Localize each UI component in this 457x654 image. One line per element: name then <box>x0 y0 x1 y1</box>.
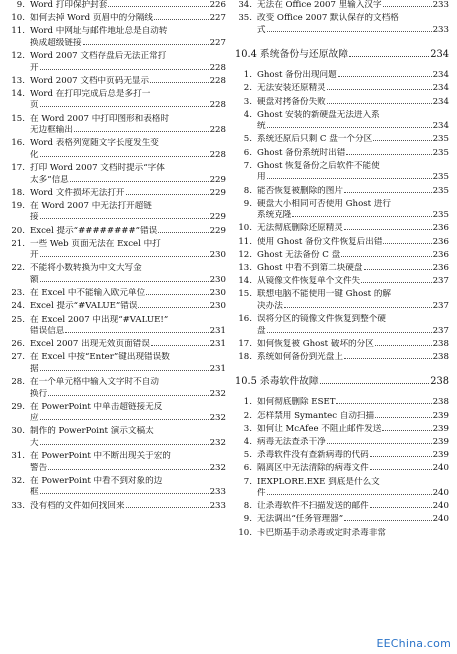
entry-title: 在 Excel 2007 中出现“#VALUE!” <box>30 314 169 325</box>
entry-number: 16. <box>238 314 252 324</box>
entry-page: 234 <box>432 121 449 132</box>
entry-title: 在 Word 2007 中无法打开超链 <box>30 200 152 211</box>
entry-page: 228 <box>209 149 226 160</box>
entry-number: 3. <box>243 423 252 434</box>
entry-title: 大 <box>30 437 39 448</box>
entry-title: 件 <box>257 488 266 498</box>
entry-page: 239 <box>432 423 449 434</box>
toc-left-column <box>8 0 226 514</box>
entry-title: Ghost 恢复备份之后软件不能使 <box>257 160 380 171</box>
entry-page: 235 <box>432 185 449 196</box>
entry-title: 换行 <box>30 388 48 399</box>
section-title: 10.5 杀毒软件故障 <box>235 376 319 388</box>
entry-title: 盘 <box>257 325 266 336</box>
toc-entry <box>235 450 449 462</box>
entry-title: 卡巴斯基手动杀毒或定时杀毒非常 <box>257 527 386 538</box>
entry-title: 一些 Web 页面无法在 Excel 中打 <box>30 238 161 249</box>
section-heading-backup-restore <box>235 48 449 61</box>
entry-page: 239 <box>432 450 449 461</box>
toc-entry <box>8 288 226 300</box>
entry-page: 236 <box>432 249 449 260</box>
entry-title: 式 <box>257 24 266 35</box>
entry-page: 240 <box>432 514 449 525</box>
toc-entry <box>235 223 449 235</box>
entry-page: 228 <box>209 125 226 136</box>
toc-entry <box>8 315 226 338</box>
entry-number: 12. <box>238 249 252 260</box>
entry-title: 改变 Office 2007 默认保存的文档格 <box>257 13 399 24</box>
toc-entry <box>8 188 226 200</box>
entry-number: 32. <box>11 475 25 486</box>
toc-entry <box>8 163 226 186</box>
entry-title: 太多”信息 <box>30 174 69 185</box>
entry-number: 25. <box>11 314 25 325</box>
entry-title: 无法调出“任务管理器” <box>257 514 344 525</box>
entry-page: 227 <box>209 37 226 48</box>
entry-page: 238 <box>432 397 449 408</box>
entry-title: 如何让 McAfee 不阻止邮件发送 <box>257 423 382 434</box>
entry-title: IEXPLORE.EXE 到底是什么文 <box>257 476 380 487</box>
entry-title: Excel 2007 出现无效页面错误 <box>30 339 150 350</box>
entry-number: 3. <box>243 96 252 107</box>
entry-number: 2. <box>243 83 252 94</box>
entry-number: 2. <box>243 410 252 421</box>
entry-number: 22. <box>11 263 25 274</box>
toc-entry <box>235 70 449 82</box>
toc-entry <box>235 250 449 262</box>
entry-page: 227 <box>209 13 226 24</box>
entry-title: Word 表格列宽随文字长度发生变 <box>30 138 159 149</box>
toc-entry <box>235 352 449 364</box>
entry-page: 231 <box>209 339 226 350</box>
entry-page: 235 <box>432 210 449 221</box>
entry-page: 232 <box>209 437 226 448</box>
toc-entry <box>8 89 226 112</box>
entry-number: 17. <box>238 338 252 349</box>
entry-title: 在 Word 2007 中打印图形和表格时 <box>30 113 170 124</box>
entry-number: 14. <box>11 88 25 99</box>
toc-entry <box>8 476 226 499</box>
entry-title: Word 在打印完成后总是多打一 <box>30 88 151 99</box>
entry-title: Word 中网址与邮件地址总是自动转 <box>30 26 168 37</box>
entry-page: 229 <box>209 174 226 185</box>
entry-number: 18. <box>238 351 252 362</box>
entry-number: 11. <box>11 26 25 37</box>
toc-entry <box>235 528 449 540</box>
entry-page: 235 <box>432 172 449 183</box>
toc-entry <box>235 411 449 423</box>
entry-title: Word 打印保护封套 <box>30 0 108 10</box>
toc-entry <box>8 0 226 12</box>
entry-page: 236 <box>432 223 449 234</box>
entry-number: 5. <box>243 450 252 461</box>
entry-number: 35. <box>238 13 252 24</box>
entry-number: 6. <box>243 463 252 474</box>
entry-number: 10. <box>238 527 252 538</box>
entry-page: 240 <box>432 488 449 498</box>
entry-number: 1. <box>243 397 252 408</box>
toc-entry <box>8 51 226 74</box>
entry-number: 19. <box>11 200 25 211</box>
entry-number: 34. <box>238 0 252 10</box>
entry-page: 235 <box>432 147 449 158</box>
entry-title: 从镜像文件恢复单个文件失 <box>257 276 361 287</box>
entry-title: 硬盘对拷备份失败 <box>257 96 326 107</box>
entry-title: 使用 Ghost 备份文件恢复后出错 <box>257 236 383 247</box>
entry-title: 能否恢复被删除的图片 <box>257 185 343 196</box>
entry-title: 页 <box>30 100 39 111</box>
entry-page: 233 <box>209 487 226 498</box>
entry-title: 没有档的文件如何找回来 <box>30 500 125 511</box>
entry-title: 应 <box>30 413 39 424</box>
toc-entry <box>8 201 226 224</box>
toc-entry <box>235 161 449 184</box>
entry-title: 在 Excel 中不能输入欧元单位 <box>30 288 146 299</box>
entry-page: 228 <box>209 75 226 86</box>
entry-page: 229 <box>209 212 226 223</box>
entry-title: Ghost 安装的新硬盘无法进入系 <box>257 109 380 120</box>
section-heading-antivirus <box>235 375 449 388</box>
toc-entry <box>8 451 226 474</box>
entry-page: 230 <box>209 288 226 299</box>
entry-title: 如何彻底删除 ESET <box>257 397 336 408</box>
toc-entry <box>235 477 449 500</box>
entry-number: 1. <box>243 70 252 81</box>
toc-entry <box>235 13 449 36</box>
entry-title: 硬盘大小相同可否使用 Ghost 进行 <box>257 198 392 209</box>
toc-entry <box>8 76 226 88</box>
entry-page: 237 <box>432 300 449 311</box>
entry-page: 238 <box>432 351 449 362</box>
entry-title: Ghost 中看不到第二块硬盘 <box>257 262 363 273</box>
entry-number: 15. <box>11 113 25 124</box>
entry-number: 13. <box>11 75 25 86</box>
entry-title: 开 <box>30 62 39 73</box>
toc-entry <box>235 110 449 133</box>
entry-title: Word 2007 文档存盘后无法正常打 <box>30 51 167 62</box>
entry-number: 4. <box>243 109 252 120</box>
entry-title: 换成超级链接 <box>30 37 82 48</box>
entry-title: Word 2007 文档中页码无显示 <box>30 75 150 86</box>
entry-page: 232 <box>209 413 226 424</box>
entry-number: 6. <box>243 147 252 158</box>
entry-number: 28. <box>11 377 25 388</box>
entry-number: 20. <box>11 225 25 236</box>
toc-entry <box>8 26 226 49</box>
toc-entry <box>235 463 449 475</box>
entry-title: 额 <box>30 274 39 285</box>
entry-number: 9. <box>243 198 252 209</box>
entry-title: 在 PowerPoint 中单击超链接无反 <box>30 401 163 412</box>
entry-page: 233 <box>432 24 449 35</box>
toc-entry <box>8 239 226 262</box>
entry-number: 27. <box>11 352 25 363</box>
entry-page: 230 <box>209 274 226 285</box>
entry-page: 230 <box>209 250 226 261</box>
entry-page: 232 <box>209 388 226 399</box>
toc-entry <box>235 0 449 12</box>
entry-page: 234 <box>432 83 449 94</box>
section-title: 10.4 系统备份与还原故障 <box>235 49 349 61</box>
entry-title: 不能将小数转换为中文大写金 <box>30 263 142 274</box>
entry-title: Ghost 无法备份 C 盘 <box>257 249 341 260</box>
toc-entry <box>235 186 449 198</box>
toc-entry <box>235 424 449 436</box>
entry-number: 12. <box>11 51 25 62</box>
toc-entry <box>8 263 226 286</box>
toc-entry <box>8 226 226 238</box>
entry-page: 240 <box>432 501 449 512</box>
toc-entry <box>235 514 449 526</box>
entry-title: 统 <box>257 121 266 132</box>
entry-title: 在一个单元格中输入文字时不自动 <box>30 377 159 388</box>
entry-number: 8. <box>243 501 252 512</box>
entry-title: 打印 Word 2007 文档时提示“字体 <box>30 163 165 173</box>
entry-page: 234 <box>432 70 449 81</box>
entry-number: 15. <box>238 289 252 300</box>
entry-page: 239 <box>432 410 449 421</box>
entry-title: 在 Excel 中按“Enter”键出现错误数 <box>30 352 170 363</box>
section-page: 238 <box>430 376 449 388</box>
toc-entry <box>235 97 449 109</box>
entry-page: 231 <box>209 326 226 336</box>
entry-number: 29. <box>11 401 25 412</box>
entry-number: 14. <box>238 276 252 287</box>
entry-page: 239 <box>432 436 449 447</box>
entry-page: 238 <box>432 338 449 349</box>
entry-number: 7. <box>243 160 252 171</box>
toc-entry <box>235 148 449 160</box>
entry-page: 228 <box>209 100 226 111</box>
entry-title: 怎样禁用 Symantec 自动扫描 <box>257 410 375 421</box>
toc-entry <box>235 134 449 146</box>
toc-entry <box>235 276 449 288</box>
entry-title: 系统克隆 <box>257 210 292 221</box>
entry-number: 18. <box>11 187 25 198</box>
entry-page: 236 <box>432 236 449 247</box>
entry-title: 如何去掉 Word 页眉中的分隔线 <box>30 13 154 24</box>
watermark-logo: EEChina.com <box>376 637 451 650</box>
entry-title: 无法安装还原精灵 <box>257 83 326 94</box>
entry-page: 237 <box>432 325 449 336</box>
entry-number: 8. <box>243 185 252 196</box>
toc-entry <box>235 397 449 409</box>
entry-title: 误将分区的镜像文件恢复到整个硬 <box>257 314 386 324</box>
entry-number: 10. <box>11 13 25 24</box>
entry-page: 234 <box>432 96 449 107</box>
entry-title: 杀毒软件没有查新病毒的代码 <box>257 450 369 461</box>
toc-entry <box>235 199 449 222</box>
entry-title: 让杀毒软件不扫描发送的邮件 <box>257 501 369 512</box>
entry-title: 化 <box>30 149 39 160</box>
entry-number: 21. <box>11 238 25 249</box>
entry-title: 系统还原后只剩 C 盘一个分区 <box>257 134 373 145</box>
entry-title: 病毒无法查杀干净 <box>257 436 326 447</box>
section-page: 234 <box>430 49 449 61</box>
entry-title: 无法在 Office 2007 里输入汉字 <box>257 0 382 10</box>
entry-page: 237 <box>432 276 449 287</box>
entry-title: 无边框输出 <box>30 125 73 136</box>
entry-page: 232 <box>209 462 226 473</box>
toc-entry <box>8 301 226 313</box>
entry-title: 如何恢复被 Ghost 破坏的分区 <box>257 338 374 349</box>
entry-title: 制作的 PowerPoint 演示文稿太 <box>30 426 154 437</box>
toc-entry <box>8 339 226 351</box>
toc-entry <box>8 377 226 400</box>
entry-title: 据 <box>30 363 39 374</box>
entry-number: 7. <box>243 476 252 487</box>
entry-title: 开 <box>30 250 39 261</box>
toc-entry <box>235 437 449 449</box>
entry-title: Word 文件损坏无法打开 <box>30 187 125 198</box>
entry-title: 系统如何备份到光盘上 <box>257 351 343 362</box>
entry-title: 决办法 <box>257 300 283 311</box>
entry-page: 233 <box>209 500 226 511</box>
entry-title: 错误信息 <box>30 326 65 336</box>
toc-entry <box>8 138 226 161</box>
entry-number: 30. <box>11 426 25 437</box>
toc-group-top <box>235 0 449 36</box>
entry-page: 236 <box>432 262 449 273</box>
toc-group-antivirus <box>235 397 449 539</box>
entry-title: 警告 <box>30 462 48 473</box>
toc-entry <box>235 83 449 95</box>
toc-entry <box>8 426 226 449</box>
toc-group-backup-restore <box>235 70 449 363</box>
entry-title: Excel 提示“#VALUE”错误 <box>30 301 138 312</box>
entry-number: 5. <box>243 134 252 145</box>
entry-number: 11. <box>238 236 252 247</box>
entry-number: 26. <box>11 339 25 350</box>
entry-page: 240 <box>432 463 449 474</box>
entry-number: 23. <box>11 288 25 299</box>
entry-title: Ghost 备份出现问题 <box>257 70 337 81</box>
entry-title: 联想电脑不能使用一键 Ghost 的解 <box>257 289 392 300</box>
toc-entry <box>8 114 226 137</box>
entry-page: 233 <box>432 0 449 10</box>
entry-number: 31. <box>11 451 25 462</box>
toc-entry <box>235 263 449 275</box>
entry-page: 228 <box>209 62 226 73</box>
toc-entry <box>235 289 449 312</box>
entry-page: 231 <box>209 363 226 374</box>
toc-entry <box>235 339 449 351</box>
toc-entry <box>235 314 449 337</box>
entry-title: 框 <box>30 487 39 498</box>
toc-entry <box>235 237 449 249</box>
entry-number: 9. <box>16 0 25 10</box>
entry-page: 229 <box>209 187 226 198</box>
entry-number: 16. <box>11 138 25 149</box>
toc-entry <box>235 501 449 513</box>
entry-page: 235 <box>432 134 449 145</box>
entry-page: 229 <box>209 225 226 236</box>
entry-title: 用 <box>257 172 266 183</box>
entry-number: 24. <box>11 301 25 312</box>
toc-entry <box>8 352 226 375</box>
entry-number: 17. <box>11 163 25 173</box>
entry-title: 在 PowerPoint 中不断出现关于宏的 <box>30 451 171 462</box>
entry-number: 10. <box>238 223 252 234</box>
entry-number: 13. <box>238 262 252 273</box>
toc-entry <box>8 402 226 425</box>
entry-number: 33. <box>11 500 25 511</box>
entry-title: Excel 提示“########”错误 <box>30 225 158 236</box>
toc-entry <box>8 13 226 25</box>
entry-number: 9. <box>243 514 252 525</box>
entry-title: 在 PowerPoint 中看不到对象的边 <box>30 475 163 486</box>
entry-title: 接 <box>30 212 39 223</box>
entry-page: 226 <box>209 0 226 10</box>
entry-title: 无法彻底删除还原精灵 <box>257 223 343 234</box>
entry-title: 隔离区中无法清除的病毒文件 <box>257 463 369 474</box>
toc-entry <box>8 501 226 513</box>
entry-page: 230 <box>209 301 226 312</box>
toc-right-column <box>235 0 449 541</box>
entry-title: Ghost 备份系统时出错 <box>257 147 346 158</box>
entry-number: 4. <box>243 436 252 447</box>
